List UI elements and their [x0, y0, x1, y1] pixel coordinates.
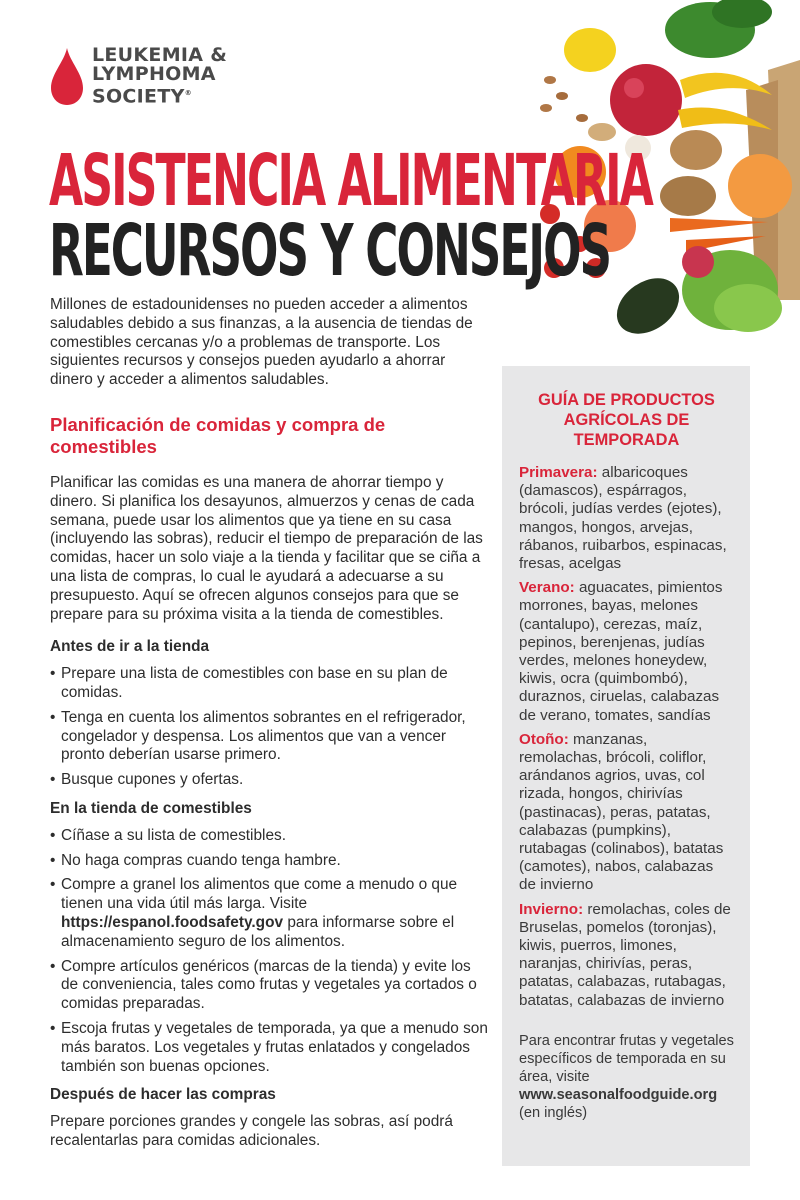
list-item: • Escoja frutas y vegetales de temporada, ya que a menudo son más baratos. Los vegetales y frutas enlatados y congelados también son buenas opciones. — [50, 1020, 490, 1076]
logo-line-1: LEUKEMIA & — [92, 44, 228, 66]
list-item: • Compre artículos genéricos (marcas de la tienda) y evite los de conveniencia, tales como frutas y vegetales ya cortados o comidas preparadas. — [50, 958, 490, 1014]
season-summer: Verano: aguacates, pimientos morrones, bayas, melones (cantalupo), cerezas, maíz, pepinos, berenjenas, judías verdes, melones honeydew, kiwis, ocra (quimbombó), duraznos, ciruelas, calabazas de verano, tomates, sandías — [519, 579, 723, 724]
after-shopping-heading: Después de hacer las compras — [50, 1086, 276, 1104]
section-heading: Planificación de comidas y compra de comestibles — [50, 413, 386, 457]
title-line-1: ASISTENCIA ALIMENTARIA — [49, 140, 652, 223]
in-store-heading: En la tienda de comestibles — [50, 799, 252, 817]
seasonal-guide-box — [502, 366, 750, 1166]
list-item: • Tenga en cuenta los alimentos sobrantes en el refrigerador, congelador y despensa. Los alimentos que van a vencer pronto deberían usarse primero. — [50, 709, 490, 765]
blood-drop-icon — [50, 48, 84, 106]
before-store-heading: Antes de ir a la tienda — [50, 638, 210, 656]
section-paragraph: Planificar las comidas es una manera de ahorrar tiempo y dinero. Si planifica los desayunos, almuerzos y cenas de cada semana, puede usar los alimentos que ya tiene en su casa (incluyendo las sobras), reducir el tiempo de preparación de las comidas, hacer un solo viaje a la tienda y facilitar que se ciña a una lista de compras, lo cual le ayudará a adecuarse a su presupuesto. Aquí se ofrecen algunos consejos para que se prepare para su próxima visita a la tienda de comestibles. — [50, 473, 483, 623]
list-item: • Cíñase a su lista de comestibles. — [50, 827, 490, 846]
lls-logo — [50, 46, 227, 106]
main-column — [50, 296, 490, 1151]
season-spring: Primavera: albaricoques (damascos), espárragos, brócoli, judías verdes (ejotes), mangos, hongos, arvejas, rábanos, ruibarbos, espinacas, fresas, acelgas — [519, 464, 727, 573]
foodsafety-link[interactable]: https://espanol.foodsafety.gov — [61, 913, 284, 931]
seasonal-food-guide-link[interactable]: www.seasonalfoodguide.org — [519, 1086, 718, 1103]
title-line-2: RECURSOS Y CONSEJOS — [49, 210, 611, 293]
list-item: • Prepare una lista de comestibles con base en su plan de comidas. — [50, 665, 490, 703]
in-store-list — [50, 827, 490, 1077]
seasonal-guide-note: Para encontrar frutas y vegetales específicos de temporada en su área, visite www.seasonalfoodguide.org (en inglés) — [519, 1032, 734, 1121]
season-winter: Invierno: remolachas, coles de Bruselas, pomelos (toronjas), kiwis, puerros, limones, naranjas, chirivías, peras, patatas, calabazas, rutabagas, batatas, calabazas de invierno — [519, 900, 731, 1009]
intro-paragraph: Millones de estadounidenses no pueden acceder a alimentos saludables debido a sus finanzas, a la ausencia de tiendas de comestibles cercanas y/o a problemas de transporte. Los siguientes recursos y consejos pueden ayudarlo a ahorrar dinero y acceder a alimentos saludables. — [50, 296, 473, 389]
before-store-list — [50, 665, 490, 790]
after-shopping-paragraph: Prepare porciones grandes y congele las sobras, así podrá recalentarlas para comidas adicionales. — [50, 1113, 453, 1149]
seasonal-guide-title: GUÍA DE PRODUCTOS AGRÍCOLAS DE TEMPORADA — [538, 391, 715, 449]
list-item: • No haga compras cuando tenga hambre. — [50, 852, 490, 871]
list-item: • Compre a granel los alimentos que come a menudo o que tienen una vida útil más larga. Visite https://espanol.foodsafety.gov para informarse sobre el almacenamiento seguro de los alimentos. — [50, 876, 490, 951]
logo-line-3: SOCIETY® — [92, 85, 192, 108]
season-autumn: Otoño: manzanas, remolachas, brócoli, coliflor, arándanos agrios, uvas, col rizada, hongos, chirivías (pastinacas), peras, patatas, calabazas (pumpkins), rutabagas (colinabos), batatas (camotes), nabos, calabazas de invierno — [519, 730, 724, 894]
list-item: • Busque cupones y ofertas. — [50, 771, 490, 790]
logo-text — [92, 46, 227, 106]
logo-line-2: LYMPHOMA — [92, 63, 216, 85]
